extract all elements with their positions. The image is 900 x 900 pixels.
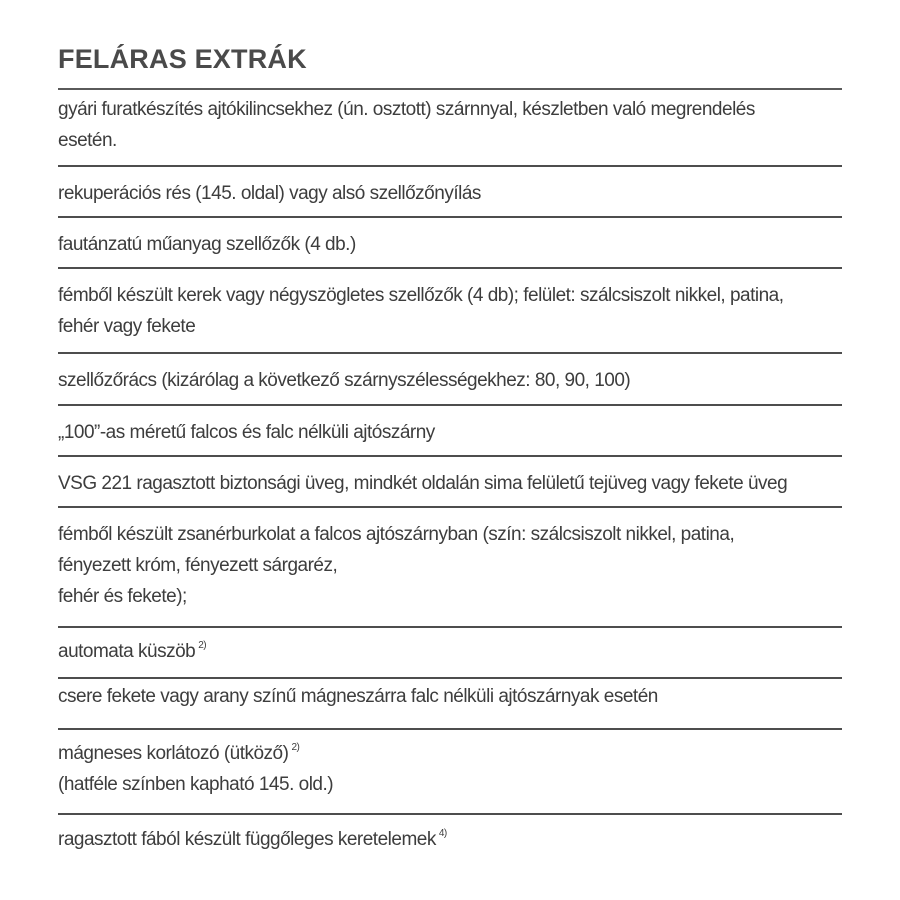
row-divider [58,165,842,167]
list-item [58,178,842,209]
list-item-text [58,550,842,581]
list-item-line: csere fekete vagy arany színű mágneszárra falc nélküli ajtószárnyak esetén [58,686,658,707]
list-item [58,229,842,260]
list-item [58,630,842,667]
footnote-marker: 4) [438,828,447,839]
list-item [58,519,842,612]
list-item-text [58,365,842,396]
list-item-text [58,280,842,311]
list-item-line: fényezett króm, fényezett sárgaréz, [58,555,338,576]
list-item-text [58,630,842,667]
list-item-text [58,229,842,260]
list-item [58,417,842,448]
row-divider [58,506,842,508]
list-item [58,365,842,396]
list-item-text [58,468,842,499]
row-divider [58,267,842,269]
row-divider [58,677,842,679]
row-divider [58,455,842,457]
list-item-line: rekuperációs rés (145. oldal) vagy alsó szellőzőnyílás [58,183,481,204]
list-item-line: mágneses korlátozó (ütköző) [58,743,289,764]
list-item-text [58,94,842,125]
list-item-line: automata küszöb [58,641,196,662]
footnote-marker: 2) [198,640,207,651]
list-item-text [58,311,842,342]
list-item-line: fémből készült kerek vagy négyszögletes szellőzők (4 db); felület: szálcsiszolt nikkel, patina, [58,285,784,306]
list-item-line: (hatféle színben kapható 145. old.) [58,774,334,795]
list-item-text [58,519,842,550]
list-item [58,681,842,712]
list-item-line: „100”-as méretű falcos és falc nélküli ajtószárny [58,422,435,443]
row-divider [58,626,842,628]
list-item-text [58,769,842,800]
list-item-line: esetén. [58,130,117,151]
list-item-text [58,178,842,209]
row-divider [58,813,842,815]
list-item [58,732,842,800]
list-item-text [58,681,842,712]
list-item-text [58,125,842,156]
row-divider [58,216,842,218]
page-title: FELÁRAS EXTRÁK [58,44,307,74]
list-item-line: szellőzőrács (kizárólag a következő szárnyszélességekhez: 80, 90, 100) [58,370,631,391]
list-item-text [58,818,842,855]
list-item-text [58,417,842,448]
list-item [58,818,842,855]
row-divider [58,728,842,730]
list-item-line: fémből készült zsanérburkolat a falcos ajtószárnyban (szín: szálcsiszolt nikkel, patina, [58,524,735,545]
row-divider [58,352,842,354]
list-item-text [58,581,842,612]
list-item [58,94,842,156]
list-item-line: fehér vagy fekete [58,316,196,337]
list-item-line: ragasztott fából készült függőleges keretelemek [58,829,436,850]
list-item [58,468,842,499]
footnote-marker: 2) [291,742,300,753]
list-item [58,280,842,342]
list-item-line: fautánzatú műanyag szellőzők (4 db.) [58,234,356,255]
list-item-line: VSG 221 ragasztott biztonsági üveg, mindkét oldalán sima felületű tejüveg vagy fekete üveg [58,473,788,494]
row-divider [58,404,842,406]
list-item-line: gyári furatkészítés ajtókilincsekhez (ún. osztott) szárnnyal, készletben való megrendelés [58,99,755,120]
list-item-line: fehér és fekete); [58,586,187,607]
list-item-text [58,732,842,769]
title-rule [58,88,842,90]
